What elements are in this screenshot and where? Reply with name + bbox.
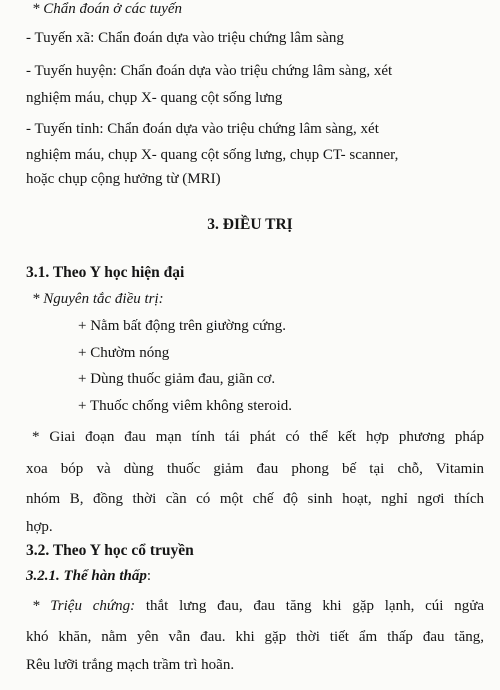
diagnosis-district-line-1: - Tuyến huyện: Chẩn đoán dựa vào triệu chứng lâm sàng, xét	[26, 63, 393, 79]
symptoms-label: * Triệu chứng:	[32, 598, 136, 614]
diagnosis-province-line-2: nghiệm máu, chụp X- quang cột sống lưng, chụp CT- scanner,	[26, 147, 399, 163]
treatment-title: 3. ĐIỀU TRỊ	[207, 216, 293, 233]
principle-item: + Thuốc chống viêm không steroid.	[78, 398, 292, 414]
chronic-paragraph-line-4: hợp.	[26, 519, 53, 535]
modern-medicine-heading: 3.1. Theo Y học hiện đại	[26, 264, 185, 281]
traditional-medicine-heading: 3.2. Theo Y học cổ truyền	[26, 542, 194, 559]
diagnosis-province-line-1: - Tuyến tỉnh: Chẩn đoán dựa vào triệu chứng lâm sàng, xét	[26, 121, 379, 137]
symptoms-line-3: Rêu lưỡi trắng mạch trầm trì hoãn.	[26, 657, 235, 673]
diagnosis-district-line-2: nghiệm máu, chụp X- quang cột sống lưng	[26, 90, 283, 106]
symptoms-line-1	[32, 597, 484, 615]
chronic-paragraph-line-2: xoa bóp và dùng thuốc giảm đau phong bế tại chỗ, Vitamin	[26, 461, 484, 477]
principle-item: + Chườm nóng	[78, 345, 170, 361]
diagnosis-commune: - Tuyến xã: Chẩn đoán dựa vào triệu chứng lâm sàng	[26, 30, 344, 46]
cold-damp-colon: :	[146, 568, 152, 584]
diagnosis-province-line-3: hoặc chụp cộng hưởng từ (MRI)	[26, 171, 221, 187]
chronic-paragraph-line-3: nhóm B, đồng thời cần có một chế độ sinh hoạt, nghỉ ngơi thích	[26, 491, 484, 507]
principle-item: + Dùng thuốc giảm đau, giãn cơ.	[78, 371, 276, 387]
principles-label: * Nguyên tắc điều trị:	[32, 291, 164, 307]
principle-item: + Nằm bất động trên giường cứng.	[78, 318, 287, 334]
symptoms-text: thắt lưng đau, đau tăng khi gặp lạnh, cúi ngửa	[135, 598, 484, 614]
chronic-paragraph-line-1: * Giai đoạn đau mạn tính tái phát có thể kết hợp phương pháp	[32, 429, 484, 445]
cold-damp-title: 3.2.1. Thể hàn thấp	[26, 568, 147, 584]
cold-damp-heading	[26, 567, 151, 585]
symptoms-line-2: khó khăn, nằm yên vẫn đau. khi gặp thời tiết ẩm thấp đau tăng,	[26, 629, 484, 645]
diagnosis-heading: * Chẩn đoán ở các tuyến	[32, 1, 183, 17]
